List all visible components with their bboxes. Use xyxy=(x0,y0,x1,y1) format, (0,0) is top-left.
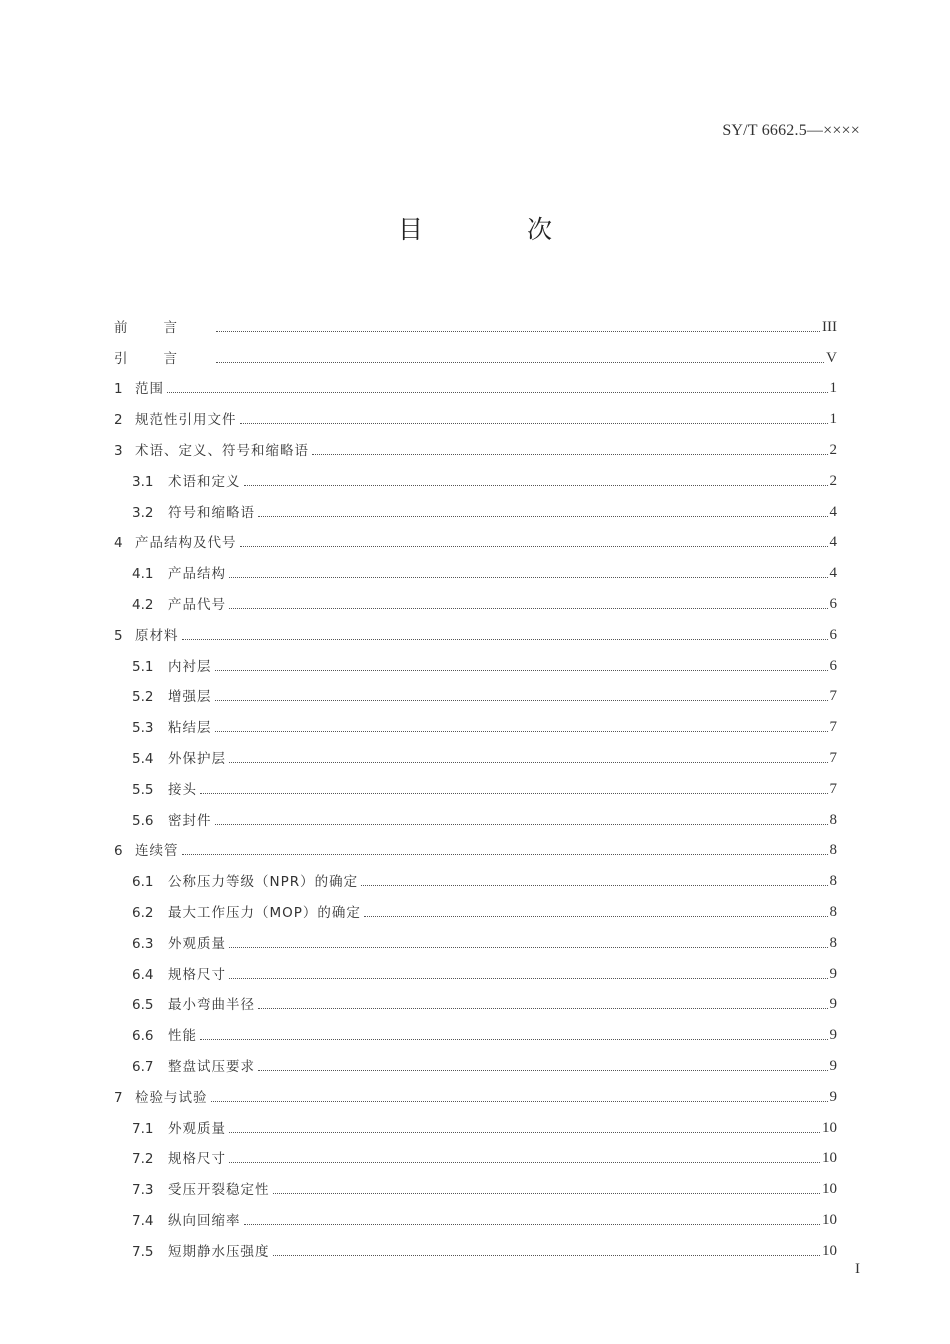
toc-entry[interactable] xyxy=(114,921,837,952)
toc-entry-page: 6 xyxy=(829,626,837,643)
toc-entry[interactable] xyxy=(114,859,837,890)
toc-entry-page: 7 xyxy=(829,749,837,766)
toc-entry[interactable] xyxy=(114,1106,837,1137)
toc-entry-title: 粘结层 xyxy=(168,720,212,737)
toc-dot-leader xyxy=(216,361,824,363)
toc-entry-number: 6.3 xyxy=(132,935,154,952)
toc-entry[interactable] xyxy=(114,829,837,860)
toc-entry-title: 外保护层 xyxy=(168,750,226,767)
toc-entry-page: 8 xyxy=(829,873,837,890)
toc-entry[interactable] xyxy=(114,336,837,367)
toc-entry-title: 引言 xyxy=(114,350,213,367)
toc-dot-leader xyxy=(273,1192,821,1194)
toc-entry-number: 6 xyxy=(114,843,123,860)
toc-entry-page: 7 xyxy=(829,688,837,705)
toc-dot-leader xyxy=(312,453,828,455)
toc-dot-leader xyxy=(244,484,828,486)
toc-entry-number: 7.2 xyxy=(132,1151,154,1168)
toc-entry-page: 8 xyxy=(829,934,837,951)
toc-entry-number: 5 xyxy=(114,627,123,644)
toc-entry-title: 最小弯曲半径 xyxy=(168,997,255,1014)
toc-entry-title: 最大工作压力（MOP）的确定 xyxy=(168,904,361,921)
toc-entry[interactable] xyxy=(114,367,837,398)
toc-entry[interactable] xyxy=(114,613,837,644)
toc-dot-leader xyxy=(273,1254,821,1256)
toc-entry-page: 2 xyxy=(829,441,837,458)
toc-entry-number: 6.6 xyxy=(132,1028,154,1045)
toc-entry-page: 9 xyxy=(829,1027,837,1044)
toc-entry[interactable] xyxy=(114,644,837,675)
toc-dot-leader xyxy=(229,946,828,948)
toc-entry-page: 4 xyxy=(829,503,837,520)
toc-dot-leader xyxy=(258,1069,828,1071)
toc-entry-number: 4.2 xyxy=(132,596,154,613)
toc-entry-number: 5.1 xyxy=(132,658,154,675)
toc-dot-leader xyxy=(200,792,828,794)
toc-entry-page: 10 xyxy=(822,1242,837,1259)
toc-entry-title: 规格尺寸 xyxy=(168,1151,226,1168)
toc-entry-page: 9 xyxy=(829,1088,837,1105)
toc-entry[interactable] xyxy=(114,490,837,521)
toc-entry[interactable] xyxy=(114,890,837,921)
toc-entry-page: 4 xyxy=(829,565,837,582)
toc-entry-title: 术语、定义、符号和缩略语 xyxy=(135,442,309,459)
toc-entry-number: 6.4 xyxy=(132,966,154,983)
toc-entry-title: 产品代号 xyxy=(168,596,226,613)
toc-entry-title: 产品结构 xyxy=(168,566,226,583)
toc-entry-title: 产品结构及代号 xyxy=(135,535,237,552)
toc-entry[interactable] xyxy=(114,1137,837,1168)
toc-entry[interactable] xyxy=(114,736,837,767)
toc-entry[interactable] xyxy=(114,1075,837,1106)
toc-entry-title: 原材料 xyxy=(135,627,179,644)
toc-entry-title: 术语和定义 xyxy=(168,473,241,490)
toc-dot-leader xyxy=(229,1131,820,1133)
toc-entry-title: 整盘试压要求 xyxy=(168,1058,255,1075)
toc-entry-page: 6 xyxy=(829,657,837,674)
toc-dot-leader xyxy=(200,1038,828,1040)
toc-entry[interactable] xyxy=(114,1198,837,1229)
toc-dot-leader xyxy=(361,884,827,886)
toc-entry-number: 5.3 xyxy=(132,720,154,737)
toc-dot-leader xyxy=(215,730,828,732)
toc-entry-number: 5.2 xyxy=(132,689,154,706)
toc-entry-page: 10 xyxy=(822,1181,837,1198)
toc-entry-number: 5.5 xyxy=(132,781,154,798)
toc-title: 目 次 xyxy=(398,215,600,244)
toc-entry[interactable] xyxy=(114,952,837,983)
table-of-contents xyxy=(114,305,837,1260)
toc-dot-leader xyxy=(211,1100,828,1102)
toc-dot-leader xyxy=(215,823,828,825)
toc-entry-title: 增强层 xyxy=(168,689,212,706)
toc-entry-title: 外观质量 xyxy=(168,1120,226,1137)
toc-entry-title: 受压开裂稳定性 xyxy=(168,1182,270,1199)
toc-entry[interactable] xyxy=(114,767,837,798)
toc-entry-number: 6.7 xyxy=(132,1058,154,1075)
toc-entry-page: 8 xyxy=(829,842,837,859)
toc-entry[interactable] xyxy=(114,1229,837,1260)
toc-entry[interactable] xyxy=(114,1044,837,1075)
toc-entry-page: 1 xyxy=(829,411,837,428)
toc-entry-title: 前言 xyxy=(114,319,213,336)
doc-code: SY/T 6662.5—×××× xyxy=(722,122,860,139)
toc-entry-number: 7.4 xyxy=(132,1212,154,1229)
toc-entry[interactable] xyxy=(114,459,837,490)
toc-entry-number: 3 xyxy=(114,442,123,459)
toc-entry-title: 范围 xyxy=(135,381,164,398)
toc-dot-leader xyxy=(229,977,828,979)
toc-entry-title: 检验与试验 xyxy=(135,1089,208,1106)
toc-dot-leader xyxy=(240,422,828,424)
toc-dot-leader xyxy=(229,1161,820,1163)
toc-entry-page: 8 xyxy=(829,903,837,920)
toc-entry-title: 纵向回缩率 xyxy=(168,1212,241,1229)
toc-dot-leader xyxy=(240,545,828,547)
toc-entry[interactable] xyxy=(114,1013,837,1044)
toc-entry[interactable] xyxy=(114,705,837,736)
toc-entry-page: 2 xyxy=(829,472,837,489)
toc-entry-title: 规格尺寸 xyxy=(168,966,226,983)
toc-entry-page: 10 xyxy=(822,1150,837,1167)
toc-entry[interactable] xyxy=(114,798,837,829)
toc-entry[interactable] xyxy=(114,675,837,706)
toc-entry-number: 5.4 xyxy=(132,750,154,767)
toc-entry[interactable] xyxy=(114,305,837,336)
toc-entry-number: 7 xyxy=(114,1089,123,1106)
toc-entry-title: 性能 xyxy=(168,1028,197,1045)
toc-entry-page: 7 xyxy=(829,780,837,797)
toc-entry-page: 6 xyxy=(829,595,837,612)
toc-entry-page: 10 xyxy=(822,1211,837,1228)
toc-dot-leader xyxy=(244,1223,821,1225)
toc-dot-leader xyxy=(182,638,828,640)
toc-entry-title: 密封件 xyxy=(168,812,212,829)
toc-dot-leader xyxy=(216,330,820,332)
toc-entry-title: 符号和缩略语 xyxy=(168,504,255,521)
toc-entry-number: 6.5 xyxy=(132,997,154,1014)
toc-entry-title: 接头 xyxy=(168,781,197,798)
toc-dot-leader xyxy=(258,515,828,517)
toc-entry-title: 连续管 xyxy=(135,843,179,860)
toc-entry-number: 4.1 xyxy=(132,566,154,583)
toc-entry-title: 公称压力等级（NPR）的确定 xyxy=(168,874,359,891)
toc-dot-leader xyxy=(229,576,828,578)
toc-entry-page: 1 xyxy=(829,380,837,397)
toc-entry[interactable] xyxy=(114,521,837,552)
toc-entry-number: 2 xyxy=(114,412,123,429)
toc-dot-leader xyxy=(215,699,828,701)
toc-dot-leader xyxy=(229,607,828,609)
toc-entry[interactable] xyxy=(114,983,837,1014)
toc-entry[interactable] xyxy=(114,397,837,428)
toc-entry-number: 1 xyxy=(114,381,123,398)
toc-entry-number: 6.2 xyxy=(132,904,154,921)
toc-dot-leader xyxy=(215,669,828,671)
toc-entry-number: 5.6 xyxy=(132,812,154,829)
toc-entry-page: 9 xyxy=(829,965,837,982)
toc-entry-page: III xyxy=(822,318,837,335)
toc-entry-number: 7.3 xyxy=(132,1182,154,1199)
toc-entry[interactable] xyxy=(114,551,837,582)
toc-entry-title: 规范性引用文件 xyxy=(135,412,237,429)
toc-entry-page: 4 xyxy=(829,534,837,551)
toc-entry[interactable] xyxy=(114,428,837,459)
toc-entry-title: 外观质量 xyxy=(168,935,226,952)
toc-entry-page: 8 xyxy=(829,811,837,828)
toc-entry-number: 7.1 xyxy=(132,1120,154,1137)
toc-dot-leader xyxy=(167,391,828,393)
toc-entry[interactable] xyxy=(114,1167,837,1198)
toc-entry-number: 7.5 xyxy=(132,1243,154,1260)
toc-entry-number: 3.1 xyxy=(132,473,154,490)
toc-dot-leader xyxy=(182,853,828,855)
toc-entry-title: 内衬层 xyxy=(168,658,212,675)
toc-entry-number: 6.1 xyxy=(132,874,154,891)
toc-entry-page: 9 xyxy=(829,1057,837,1074)
page-number: I xyxy=(855,1261,860,1277)
toc-dot-leader xyxy=(229,761,828,763)
toc-entry-number: 3.2 xyxy=(132,504,154,521)
toc-dot-leader xyxy=(258,1007,828,1009)
toc-entry-page: 9 xyxy=(829,996,837,1013)
toc-dot-leader xyxy=(364,915,828,917)
toc-entry[interactable] xyxy=(114,582,837,613)
toc-entry-page: 7 xyxy=(829,719,837,736)
toc-entry-number: 4 xyxy=(114,535,123,552)
toc-entry-title: 短期静水压强度 xyxy=(168,1243,270,1260)
toc-entry-page: 10 xyxy=(822,1119,837,1136)
toc-entry-page: V xyxy=(826,349,837,366)
